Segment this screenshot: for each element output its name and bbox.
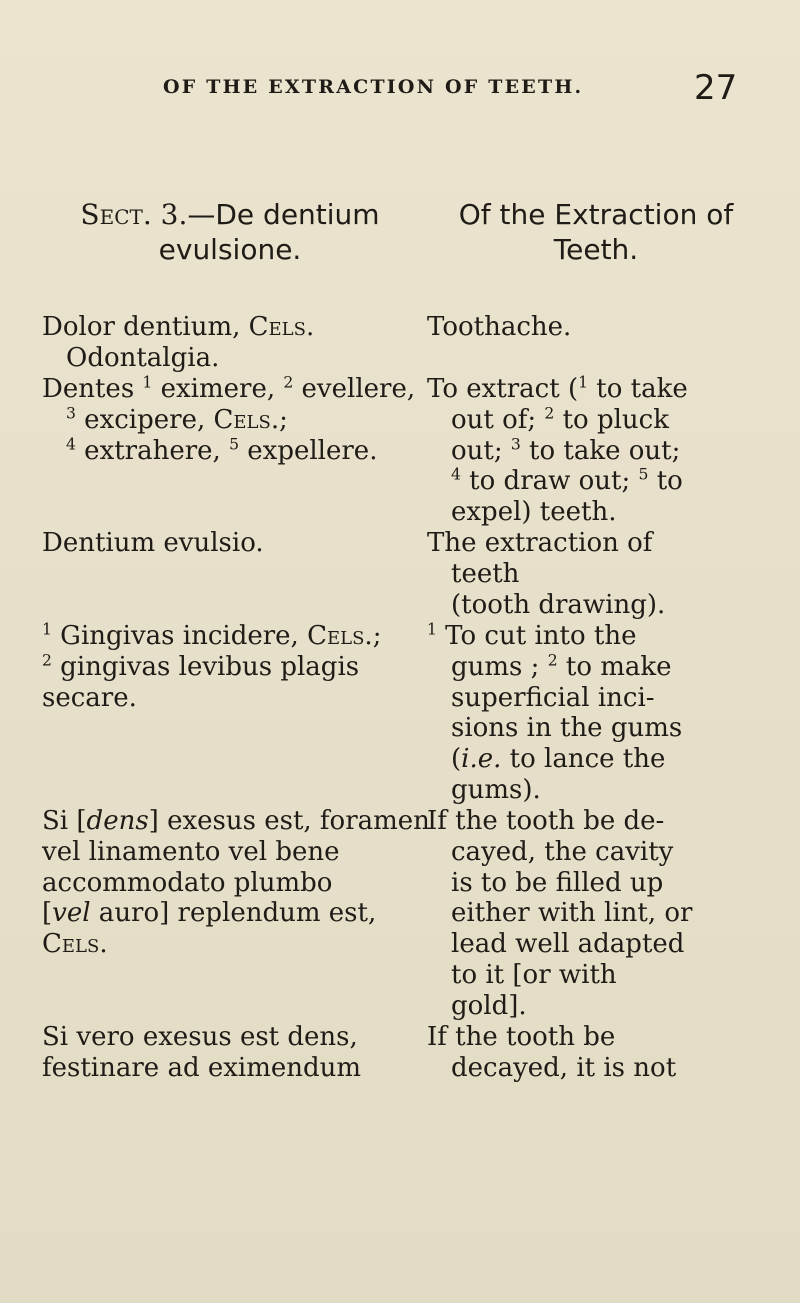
english-text: gums ;: [451, 651, 548, 682]
cels-reference: Cels.: [213, 404, 280, 435]
latin-text: festinare ad eximendum: [42, 1052, 362, 1083]
latin-text: [: [42, 898, 53, 929]
footnote-number: 3: [510, 434, 521, 453]
latin-text: Dentes: [42, 374, 143, 404]
latin-text: gingivas levibus plagis: [51, 651, 360, 682]
latin-text: Gingivas incidere,: [51, 621, 308, 651]
english-text: expel) teeth.: [451, 497, 617, 528]
latin-text: Dentium evulsio.: [42, 528, 264, 558]
italic-word: vel: [52, 898, 91, 929]
english-text: sions in the gums: [451, 713, 683, 744]
page-header: [0, 68, 800, 108]
footnote-number: 4: [66, 434, 76, 453]
section-english-line1: Of the Extraction of: [458, 198, 734, 231]
latin-text: ;: [372, 621, 382, 651]
page-number: 27: [694, 68, 738, 108]
latin-entry-toothache: [42, 312, 314, 374]
english-text: teeth: [451, 558, 520, 589]
section-heading-latin: [40, 197, 420, 267]
english-text: to take out;: [520, 435, 681, 466]
english-entry-decayed: [427, 1022, 676, 1084]
footnote-number: 2: [283, 373, 294, 392]
latin-text: excipere,: [75, 404, 214, 435]
latin-text: secare.: [42, 682, 137, 713]
english-text: to lance the: [501, 744, 666, 775]
english-text: cayed, the cavity: [451, 836, 674, 867]
footnote-number: 3: [66, 404, 76, 423]
section-dash: —: [187, 198, 216, 231]
footnote-number: 1: [142, 373, 153, 392]
english-text: (: [451, 744, 462, 775]
latin-text: vel linamento vel bene: [42, 836, 340, 867]
latin-text: ;: [279, 404, 288, 435]
english-text: superficial inci-: [451, 682, 655, 713]
footnote-number: 2: [544, 404, 555, 423]
english-text: either with lint, or: [451, 898, 693, 929]
english-text: out of;: [451, 404, 545, 435]
cels-reference: Cels.: [307, 621, 373, 651]
latin-entry-extract: [42, 374, 415, 466]
cels-reference: Cels.: [42, 929, 108, 960]
english-entry-toothache: [427, 312, 571, 343]
english-entry-gums: [427, 621, 682, 806]
english-entry-extract: [427, 374, 688, 528]
english-text: out;: [451, 435, 511, 466]
italic-word: dens: [86, 806, 149, 836]
english-text: Toothache.: [427, 312, 572, 342]
english-text: to: [648, 466, 683, 497]
section-english-line2: Teeth.: [553, 233, 639, 266]
latin-text: evellere,: [293, 374, 416, 404]
footnote-number: 1: [578, 373, 589, 392]
english-text: (tooth drawing).: [451, 589, 666, 620]
latin-entry-evulsio: [42, 528, 264, 559]
cels-reference: Cels.: [248, 312, 315, 342]
latin-text: extrahere,: [75, 435, 230, 466]
english-text: The extraction of: [427, 528, 653, 558]
footnote-number: 2: [42, 651, 52, 670]
footnote-number: 2: [547, 651, 558, 670]
latin-entry-gums: [42, 621, 381, 713]
english-text: to take: [588, 374, 688, 404]
section-title-line2: evulsione.: [158, 233, 302, 266]
footnote-number: 1: [42, 620, 52, 639]
latin-text: ] exesus est, foramen: [148, 806, 430, 836]
english-text: gums).: [451, 774, 541, 805]
english-text: lead well adapted: [451, 929, 685, 960]
latin-text: Si vero exesus est dens,: [42, 1022, 358, 1052]
english-text: decayed, it is not: [451, 1052, 677, 1083]
section-label: Sect. 3.: [80, 198, 188, 231]
english-text: If the tooth be de-: [427, 806, 665, 836]
latin-text: Dolor dentium,: [42, 312, 249, 342]
latin-entry-decayed: [42, 1022, 361, 1084]
english-text: To cut into the: [436, 621, 637, 651]
english-text: to it [or with: [451, 959, 617, 990]
footnote-number: 1: [427, 620, 437, 639]
english-text: gold].: [451, 990, 527, 1021]
english-text: If the tooth be: [427, 1022, 616, 1052]
english-entry-filling: [427, 806, 692, 1022]
english-text: to draw out;: [460, 466, 639, 497]
latin-entry-filling: [42, 806, 430, 960]
latin-text: Odontalgia.: [66, 342, 220, 373]
running-title: OF THE EXTRACTION OF TEETH.: [163, 76, 584, 98]
footnote-number: 4: [451, 465, 461, 484]
latin-text: Si [: [42, 806, 87, 836]
latin-text: accommodato plumbo: [42, 867, 333, 898]
section-title-line1: De dentium: [215, 198, 380, 231]
english-text: to pluck: [554, 404, 669, 435]
english-text: is to be filled up: [451, 867, 664, 898]
latin-text: auro] replendum est,: [90, 898, 377, 929]
footnote-number: 5: [638, 465, 649, 484]
latin-text: expellere.: [239, 435, 378, 466]
latin-text: eximere,: [152, 374, 284, 404]
english-text: to make: [557, 651, 672, 682]
english-entry-extraction: [427, 528, 665, 620]
footnote-number: 5: [229, 434, 240, 453]
english-text: To extract (: [427, 374, 579, 404]
italic-word: i.e.: [461, 744, 502, 775]
section-heading-english: [406, 197, 786, 267]
